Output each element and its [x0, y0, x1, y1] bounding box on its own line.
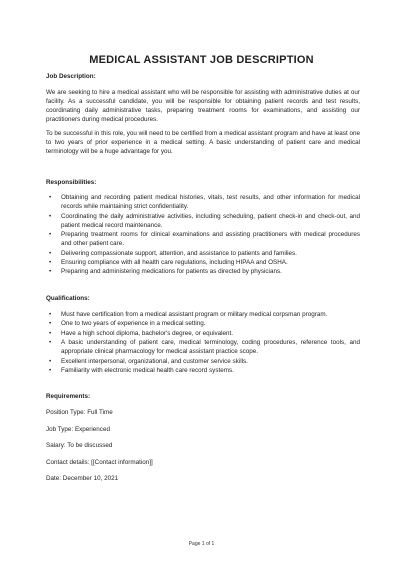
job-type-field: Job Type: Experienced [46, 425, 110, 433]
salary-field: Salary: To be discussed [46, 442, 113, 450]
bullet-icon: • [49, 194, 52, 202]
job-description-paragraph-1: We are seeking to hire a medical assistant who will be responsible for assisting with administrative duties at our facility. As a successful candidate, you will be responsible for obtaining patient records and test results, coordinating daily administrative tasks, preparing treatment rooms for examinations, and assisting our practitioners during medical procedures. [46, 88, 360, 123]
list-item: • Obtaining and recording patient medical histories, vitals, test results, and other information for medical records while maintaining strict confidentiality. [49, 194, 360, 211]
bullet-icon: • [49, 329, 52, 337]
list-item: • One to two years of experience in a medical setting. [49, 320, 206, 328]
position-type-field: Position Type: Full Time [46, 409, 113, 417]
list-item: • Delivering compassionate support, attention, and assistance to patients and families. [49, 249, 297, 257]
page-number-footer: Page 1 of 1 [188, 541, 215, 547]
list-item: • Must have certification from a medical assistant program or military medical corpsman program. [49, 310, 328, 318]
bullet-icon: • [49, 249, 52, 257]
qualifications-heading: Qualifications: [46, 294, 90, 302]
qualifications-list [46, 311, 360, 376]
bullet-icon: • [49, 320, 52, 328]
list-item: • Coordinating the daily administrative activities, including scheduling, patient check-in and check-out, and patient medical record maintenance. [49, 212, 360, 229]
bullet-icon: • [49, 212, 52, 220]
bullet-icon: • [49, 366, 52, 374]
bullet-icon: • [49, 339, 52, 347]
list-item: • Ensuring compliance with all health care regulations, including HIPAA and OSHA. [49, 259, 288, 266]
document-title: MEDICAL ASSISTANT JOB DESCRIPTION [89, 54, 314, 66]
list-item: • A basic understanding of patient care, medical terminology, coding procedures, reference tools, and appropriate clinical pharmacology for medical assistant practice scope. [49, 339, 360, 356]
date-field: Date: December 10, 2021 [46, 475, 119, 483]
list-item: • Familiarity with electronic medical health care record systems. [49, 366, 234, 374]
bullet-icon: • [49, 310, 52, 318]
list-item: • Preparing and administering medications for patients as directed by physicians. [49, 268, 282, 276]
bullet-icon: • [49, 268, 52, 276]
list-item: • Have a high school diploma, bachelor's degree, or equivalent. [49, 329, 234, 337]
requirements-heading: Requirements: [46, 393, 91, 401]
list-item: • Preparing treatment rooms for clinical examinations and assisting practitioners with medical procedures and other patient care. [49, 231, 360, 248]
job-description-paragraph-2: To be successful in this role, you will need to be certified from a medical assistant program and have at least one to two years of prior experience in a medical setting. A basic understanding of patient care and medical terminology will be a huge advantage for you. [46, 129, 360, 155]
bullet-icon: • [49, 231, 52, 239]
contact-details-field: Contact details: [[Contact information]] [46, 458, 153, 466]
bullet-icon: • [49, 259, 52, 266]
responsibilities-heading: Responsibilities: [46, 178, 97, 186]
list-item: • Excellent interpersonal, organizational, and customer service skills. [49, 357, 248, 365]
job-description-heading: Job Description: [46, 73, 96, 80]
bullet-icon: • [49, 357, 52, 365]
responsibilities-list [46, 194, 360, 277]
document-body [46, 73, 360, 492]
